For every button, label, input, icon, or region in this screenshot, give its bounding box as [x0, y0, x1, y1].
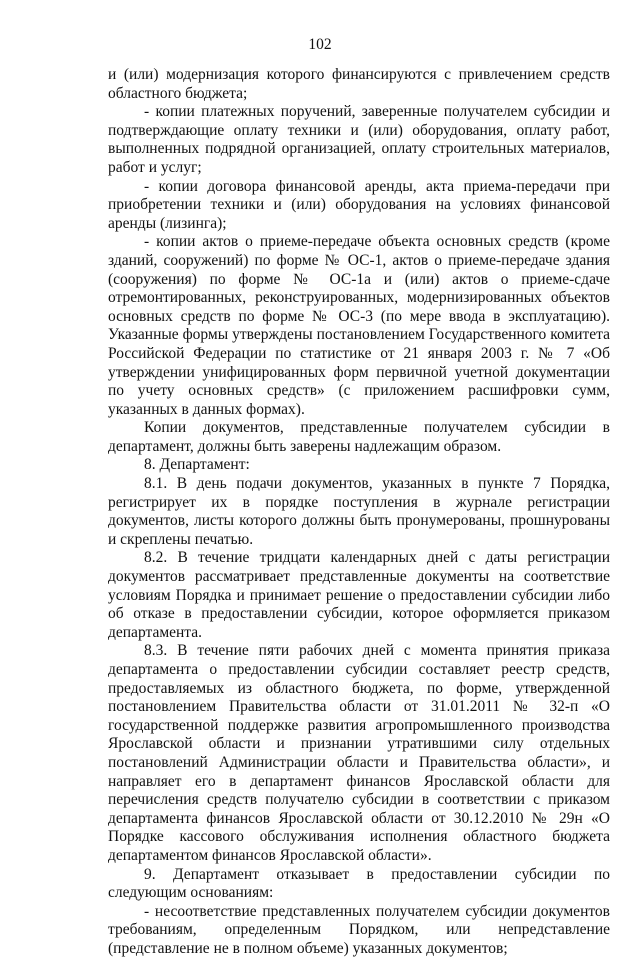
- paragraph-copies-certified: Копии документов, представленные получателем субсидии в департамент, должны быть заверены надлежащим образом.: [108, 419, 610, 455]
- list-item-payment-orders: - копии платежных поручений, заверенные получателем субсидии и подтверждающие оплату техники и (или) оборудования, оплату работ, выполненных подрядной организацией, оплату строительных материалов, работ и услуг;: [108, 103, 610, 176]
- document-body: [108, 66, 610, 959]
- list-item-leasing-contract: - копии договора финансовой аренды, акта приема-передачи при приобретении техники и (или) оборудования на условиях финансовой аренды (лизинга);: [108, 177, 610, 232]
- section-9-heading: 9. Департамент отказывает в предоставлении субсидии по следующим основаниям:: [108, 865, 610, 902]
- paragraph-continuation: и (или) модернизация которого финансируются с привлечением средств областного бюджета;: [108, 66, 610, 102]
- section-8-heading: 8. Департамент:: [144, 456, 250, 474]
- page-number: 102: [308, 36, 332, 53]
- clause-8-2: 8.2. В течение тридцати календарных дней с даты регистрации документов рассматривает представленные документы на соответствие условиям Порядка и принимает решение о предоставлении субсидии либо об отказе в предоставлении субсидии, которое оформляется приказом департамента.: [108, 549, 610, 641]
- clause-8-1: 8.1. В день подачи документов, указанных в пункте 7 Порядка, регистрирует их в порядке поступления в журнале регистрации документов, листы которого должны быть пронумерованы, прошнурованы и скреплены печатью.: [108, 475, 610, 548]
- list-item-noncompliance: - несоответствие представленных получателем субсидии документов требованиям, определенным Порядком, или непредставление (представление не в полном объеме) указанных документов;: [108, 902, 610, 957]
- clause-8-3: 8.3. В течение пяти рабочих дней с момента принятия приказа департамента о предоставлении субсидии составляет реестр средств, предоставляемых из областного бюджета, по форме, утвержденной постановлением Правительства области от 31.01.2011 № 32-п «О государственной поддержке развития агропромышленного производства Ярославской области и признании утратившими силу отдельных постановлений Администрации области и Правительства области», и направляет его в департамент финансов Ярославской области для перечисления средств получателю субсидии в соответствии с приказом департамента финансов Ярославской области от 30.12.2010 № 29н «О Порядке кассового обслуживания исполнения областного бюджета департаментом финансов Ярославской области».: [108, 642, 610, 864]
- list-item-acceptance-acts: - копии актов о приеме-передаче объекта основных средств (кроме зданий, сооружений) по форме № ОС-1, актов о приеме-передаче здания (сооружения) по форме № ОС-1а и (или) актов о приеме-сдаче отремонтированных, реконструированных, модернизированных объектов основных средств по форме № ОС-3 (по мере ввода в эксплуатацию). Указанные формы утверждены постановлением Государственного комитета Российской Федерации по статистике от 21 января 2003 г. № 7 «Об утверждении унифицированных форм первичной учетной документации по учету основных средств» (с приложением расшифровки сумм, указанных в данных формах).: [108, 233, 610, 418]
